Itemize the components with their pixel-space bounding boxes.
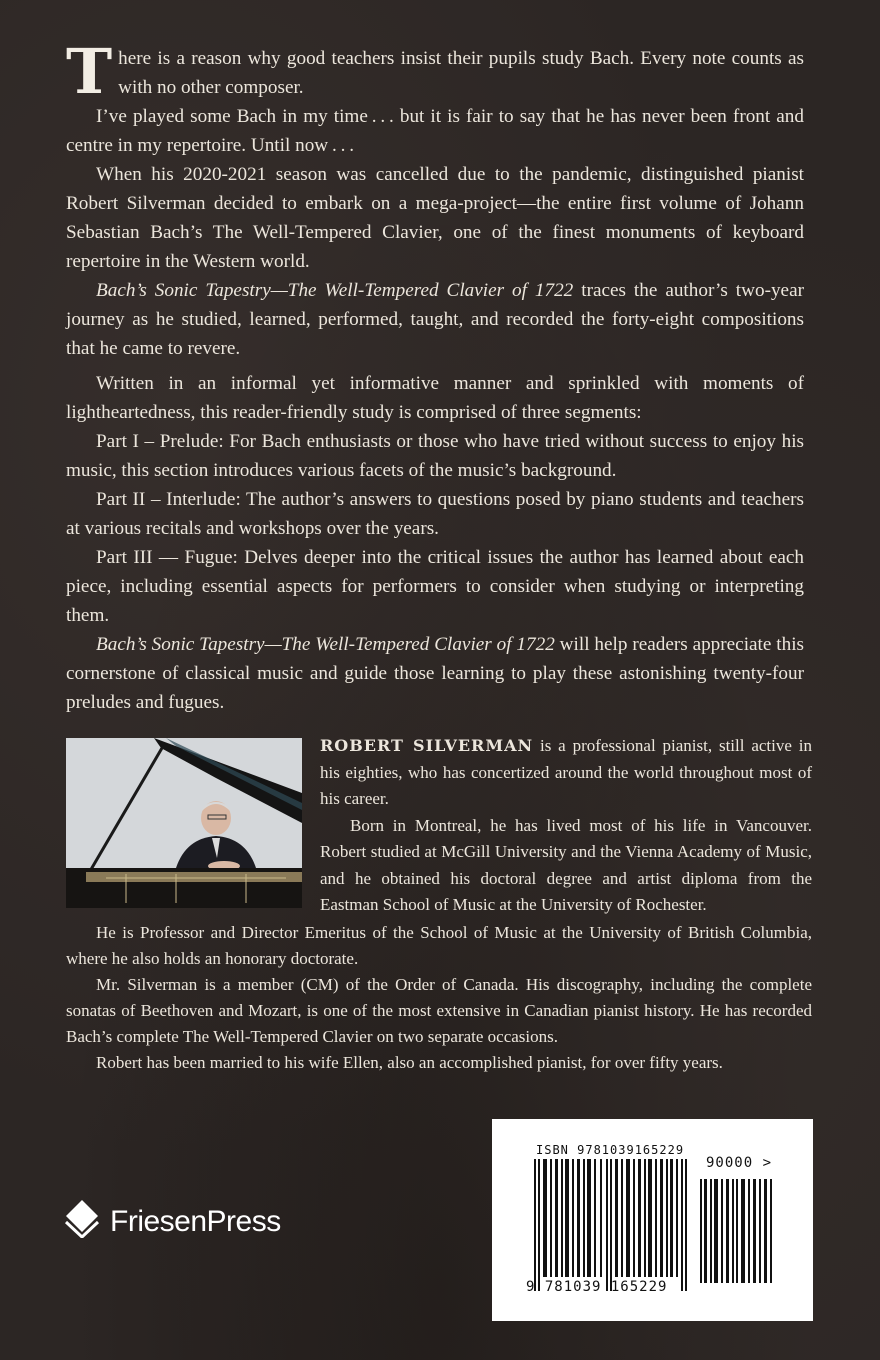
part-two-description: Part II – Interlude: The author’s answers to questions posed by piano students and teachers at various recitals and workshops over the years. [66,489,804,539]
blurb-paragraph: Bach’s Sonic Tapestry—The Well-Tempered Clavier of 1722 traces the author’s two-year journey as he studied, learned, performed, taught, and recorded the forty-eight compositions that he came to revere. [66,280,804,359]
blurb-closing-paragraph: Bach’s Sonic Tapestry—The Well-Tempered Clavier of 1722 will help readers appreciate this cornerstone of classical music and guide those learning to play these astonishing twenty-four preludes and fugues. [66,634,804,713]
barcode-bars [534,1159,689,1291]
addon-barcode-bars [700,1179,776,1283]
author-bio-continued [66,920,812,1076]
author-name: ROBERT SILVERMAN [320,736,534,755]
author-bio-intro [320,733,812,919]
book-title-italic: Bach’s Sonic Tapestry—The Well-Tempered Clavier of 1722 [96,634,555,655]
author-bio-paragraph: Robert has been married to his wife Ellen, also an accomplished pianist, for over fifty years. [96,1053,723,1072]
book-title-italic: Bach’s Sonic Tapestry—The Well-Tempered Clavier of 1722 [96,280,574,301]
part-three-description: Part III — Fugue: Delves deeper into the critical issues the author has learned about each piece, including essential aspects for performers to consider when studying or interpreting them. [66,547,804,626]
part-one-description: Part I – Prelude: For Bach enthusiasts or those who have tried without success to enjoy his music, this section introduces various facets of the music’s background. [66,431,804,481]
isbn-barcode [492,1119,813,1321]
blurb-paragraph: I’ve played some Bach in my time . . . but it is fair to say that he has never been front and centre in my repertoire. Until now . . . [66,106,804,156]
author-bio-paragraph: Born in Montreal, he has lived most of his life in Vancouver. Robert studied at McGill University and the Vienna Academy of Music, and he obtained his doctoral degree and artist diploma from the Eastman School of Music at the University of Rochester. [320,815,812,914]
dropcap-letter: T [66,35,113,108]
isbn-human-readable: 9 781039 165229 [526,1279,668,1295]
blurb-paragraph-opening: There is a reason why good teachers insist their pupils study Bach. Every note counts as with no other composer. [66,35,804,108]
author-bio-paragraph: Mr. Silverman is a member (CM) of the Order of Canada. His discography, including the complete sonatas of Beethoven and Mozart, is one of the most extensive in Canadian pianist history. He has recorded Bach’s complete The Well-Tempered Clavier on two separate occasions. [66,975,812,1046]
author-bio-paragraph: He is Professor and Director Emeritus of the School of Music at the University of British Columbia, where he also holds an honorary doctorate. [66,923,812,968]
isbn-label: ISBN 9781039165229 [536,1143,685,1157]
back-cover-blurb [66,35,804,717]
blurb-paragraph: When his 2020-2021 season was cancelled due to the pandemic, distinguished pianist Robert Silverman decided to embark on a mega-project—the entire first volume of Johann Sebastian Bach’s The Well-Tempered Clavier, one of the finest monuments of keyboard repertoire in the Western world. [66,164,804,272]
blurb-paragraph: Written in an informal yet informative manner and sprinkled with moments of lightheartedness, this reader-friendly study is comprised of three segments: [66,373,804,423]
publisher-name: FriesenPress [110,1205,281,1238]
author-intro-paragraph: ROBERT SILVERMAN is a professional pianist, still active in his eighties, who has concertized around the world throughout most of his career. [320,736,812,808]
stacked-diamond-icon [64,1198,100,1246]
price-addon-code: 90000 > [706,1155,773,1171]
author-photo [66,738,302,908]
publisher-logo [64,1198,281,1246]
